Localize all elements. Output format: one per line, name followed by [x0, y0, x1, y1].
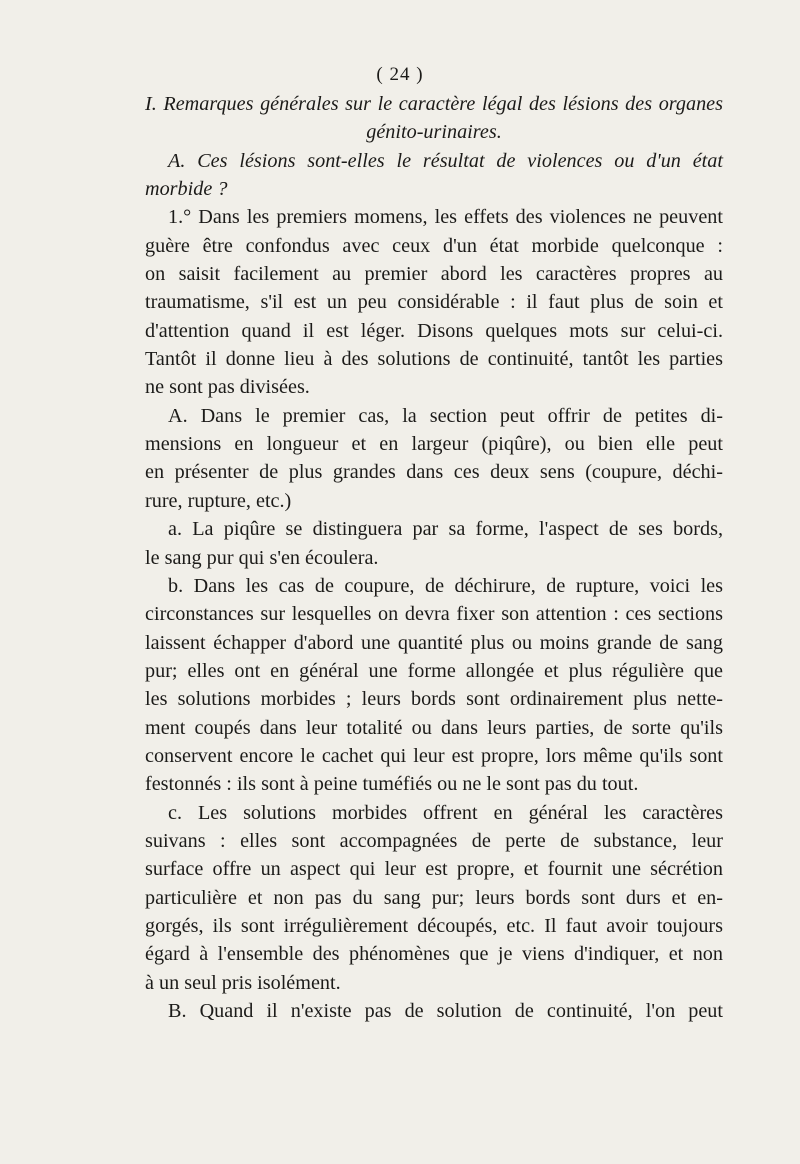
- paragraph-line: mensions en longueur et en largeur (piqûre), ou bien elle peut: [145, 433, 723, 456]
- paragraph-line: les solutions morbides ; leurs bords sont ordinairement plus nette-: [145, 688, 723, 711]
- section-heading-line: génito-urinaires.: [366, 121, 502, 144]
- paragraph-line: on saisit facilement au premier abord les caractères propres au: [145, 263, 723, 286]
- paragraph-line: traumatisme, s'il est un peu considérable : il faut plus de soin et: [145, 291, 723, 314]
- paragraph-line: ne sont pas divisées.: [145, 376, 310, 399]
- paragraph-line: conservent encore le cachet qui leur est propre, lors même qu'ils sont: [145, 744, 723, 767]
- paragraph-line: b. Dans les cas de coupure, de déchirure, de rupture, voici les: [168, 574, 723, 597]
- paragraph-line: B. Quand il n'existe pas de solution de continuité, l'on peut: [168, 1000, 723, 1022]
- section-heading-line: I. Remarques générales sur le caractère légal des lésions des organes: [145, 93, 723, 115]
- paragraph-line: à un seul pris isolément.: [145, 971, 341, 994]
- paragraph-line: surface offre un aspect qui leur est propre, et fournit une sécrétion: [145, 858, 723, 881]
- paragraph-line: égard à l'ensemble des phénomènes que je viens d'indiquer, et non: [145, 943, 723, 966]
- paragraph-line: particulière et non pas du sang pur; leurs bords sont durs et en-: [145, 886, 723, 909]
- paragraph-line: laissent échapper d'abord une quantité plus ou moins grande de sang: [145, 631, 723, 654]
- paragraph-line: guère être confondus avec ceux d'un état morbide quelconque :: [145, 234, 723, 257]
- paragraph-line: a. La piqûre se distinguera par sa forme, l'aspect de ses bords,: [168, 518, 723, 541]
- subheading-line: morbide ?: [145, 178, 228, 201]
- paragraph-line: d'attention quand il est léger. Disons quelques mots sur celui-ci.: [145, 319, 723, 342]
- paragraph-line: le sang pur qui s'en écoulera.: [145, 546, 379, 569]
- paragraph-line: pur; elles ont en général une forme allongée et plus régulière que: [145, 659, 723, 682]
- paragraph-line: A. Dans le premier cas, la section peut offrir de petites di-: [168, 404, 723, 427]
- subheading-line: A. Ces lésions sont-elles le résultat de violences ou d'un état: [168, 149, 723, 172]
- page-text: [145, 90, 723, 1025]
- paragraph-line: gorgés, ils sont irrégulièrement découpés, etc. Il faut avoir toujours: [145, 914, 723, 937]
- paragraph-line: ment coupés dans leur totalité ou dans leurs parties, de sorte qu'ils: [145, 716, 723, 739]
- paragraph-line: circonstances sur lesquelles on devra fixer son attention : ces sections: [145, 603, 723, 626]
- paragraph-line: c. Les solutions morbides offrent en général les caractères: [168, 801, 723, 824]
- paragraph-line: en présenter de plus grandes dans ces deux sens (coupure, déchi-: [145, 461, 723, 484]
- paragraph-line: suivans : elles sont accompagnées de perte de substance, leur: [145, 829, 723, 852]
- paragraph-line: Tantôt il donne lieu à des solutions de continuité, tantôt les parties: [145, 348, 723, 371]
- page-number: ( 24 ): [376, 64, 424, 85]
- paragraph-line: 1.° Dans les premiers momens, les effets des violences ne peuvent: [168, 206, 723, 229]
- paragraph-line: festonnés : ils sont à peine tuméfiés ou ne le sont pas du tout.: [145, 773, 639, 796]
- paragraph-line: rure, rupture, etc.): [145, 489, 292, 512]
